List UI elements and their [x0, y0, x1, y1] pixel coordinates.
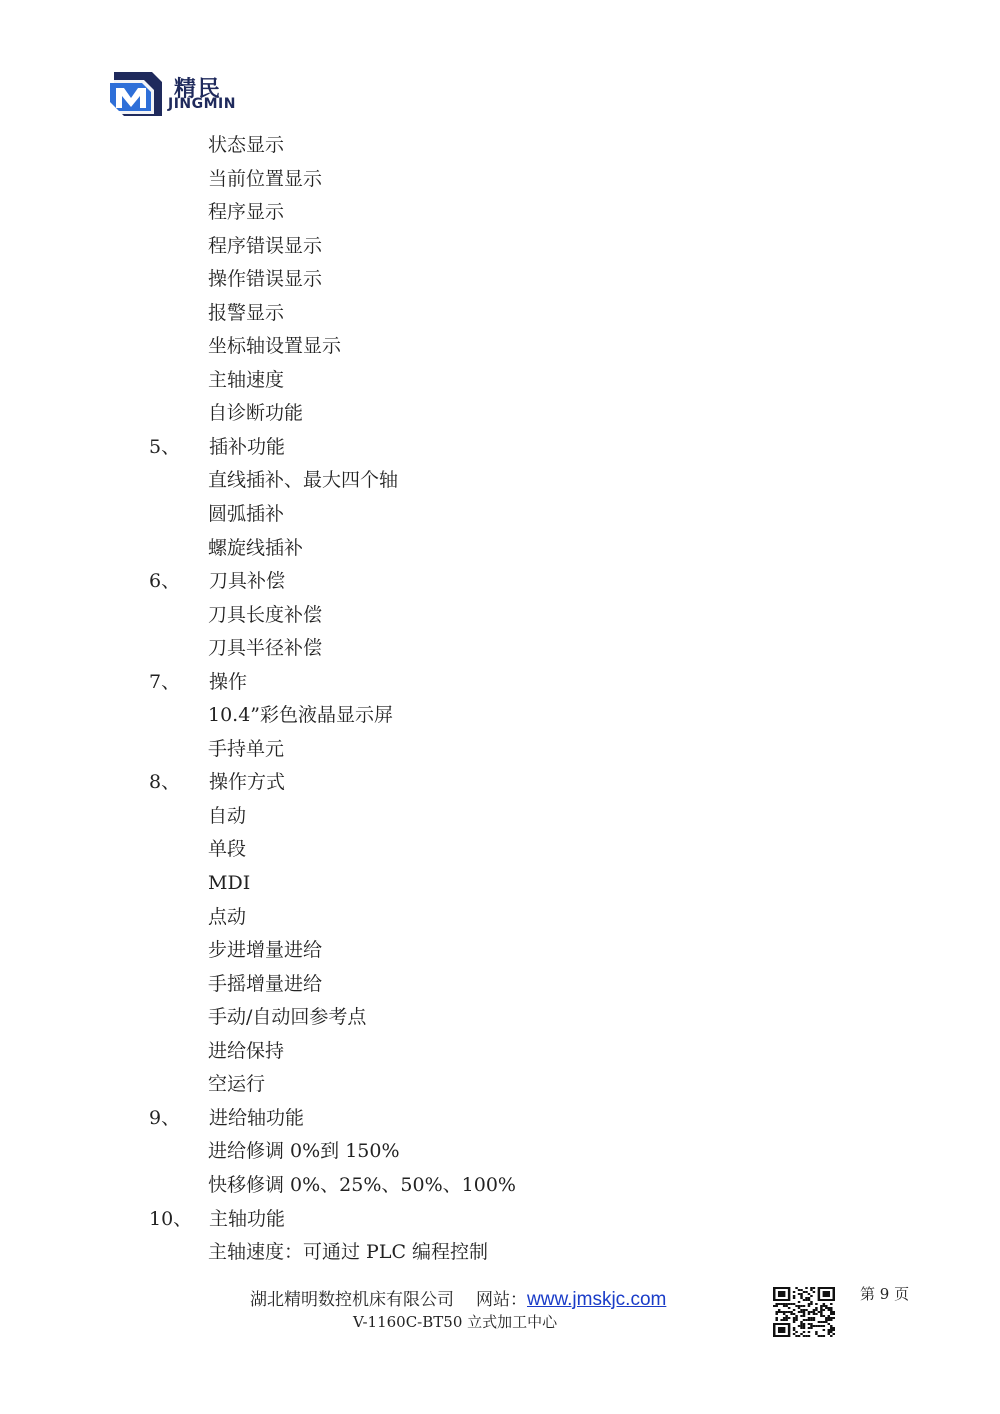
section-number: 9、	[149, 1106, 181, 1129]
list-item	[0, 196, 1000, 230]
qr-code-icon	[773, 1287, 835, 1337]
section-number: 6、	[149, 570, 181, 593]
page-number: 第 9 页	[860, 1285, 910, 1303]
list-item	[0, 968, 1000, 1002]
list-item	[0, 230, 1000, 264]
list-item-text: 圆弧插补	[208, 503, 285, 526]
list-item	[0, 297, 1000, 331]
section-title: 操作	[209, 670, 248, 693]
list-item	[0, 833, 1000, 867]
list-item	[0, 532, 1000, 566]
list-item-text: 进给修调 0%到 150%	[208, 1140, 400, 1163]
list-item-text: 10.4”彩色液晶显示屏	[208, 704, 394, 727]
list-item	[0, 901, 1000, 935]
machine-model: V-1160C-BT50 立式加工中心	[353, 1313, 558, 1331]
list-item	[0, 699, 1000, 733]
company-logo	[104, 70, 264, 120]
section-title: 操作方式	[209, 771, 286, 794]
section-number: 7、	[149, 670, 181, 693]
list-item	[0, 867, 1000, 901]
list-item-text: 刀具半径补偿	[208, 637, 323, 660]
list-item	[0, 934, 1000, 968]
list-item-text: 坐标轴设置显示	[208, 335, 342, 358]
list-item-text: 进给保持	[208, 1039, 285, 1062]
list-item-text: 程序显示	[208, 201, 285, 224]
list-item	[0, 1169, 1000, 1203]
list-item-text: 手持单元	[208, 737, 285, 760]
section-heading-row	[0, 766, 1000, 800]
list-item-text: 程序错误显示	[208, 234, 323, 257]
list-item-text: 自诊断功能	[208, 402, 304, 425]
list-item	[0, 1135, 1000, 1169]
list-item-text: 点动	[208, 905, 247, 928]
company-name: 湖北精明数控机床有限公司	[250, 1290, 454, 1310]
list-item-text: 空运行	[208, 1073, 266, 1096]
logo-chinese-text: 精民	[174, 77, 223, 102]
list-item	[0, 397, 1000, 431]
section-title: 插补功能	[209, 435, 286, 458]
list-item	[0, 599, 1000, 633]
section-heading-row	[0, 431, 1000, 465]
section-heading-row	[0, 1203, 1000, 1237]
jingmin-logo-icon	[104, 70, 162, 118]
list-item	[0, 498, 1000, 532]
logo-english-text: JINGMIN	[168, 96, 236, 112]
list-item-text: 操作错误显示	[208, 268, 323, 291]
list-item-text: 主轴速度	[208, 368, 285, 391]
section-heading-row	[0, 1102, 1000, 1136]
list-item	[0, 1035, 1000, 1069]
section-number: 10、	[149, 1207, 193, 1230]
list-item	[0, 1001, 1000, 1035]
list-item-text: MDI	[208, 872, 251, 895]
list-item	[0, 163, 1000, 197]
list-item	[0, 1068, 1000, 1102]
list-item-text: 自动	[208, 804, 247, 827]
list-item-text: 主轴速度：可通过 PLC 编程控制	[208, 1241, 489, 1264]
list-item-text: 手摇增量进给	[208, 972, 323, 995]
list-item-text: 快移修调 0%、25%、50%、100%	[208, 1173, 516, 1196]
list-item	[0, 330, 1000, 364]
list-item	[0, 800, 1000, 834]
section-heading-row	[0, 666, 1000, 700]
list-item-text: 螺旋线插补	[208, 536, 304, 559]
website-label: 网站：	[476, 1290, 527, 1310]
list-item-text: 状态显示	[208, 134, 285, 156]
list-item-text: 刀具长度补偿	[208, 603, 323, 626]
list-item	[0, 733, 1000, 767]
section-heading-row	[0, 565, 1000, 599]
section-number: 5、	[149, 435, 181, 458]
list-item-text: 当前位置显示	[208, 167, 323, 190]
footer-company-line	[250, 1285, 666, 1311]
section-title: 主轴功能	[209, 1207, 286, 1230]
list-item-text: 手动/自动回参考点	[208, 1006, 367, 1029]
list-item	[0, 1236, 1000, 1270]
list-item	[0, 632, 1000, 666]
section-title: 刀具补偿	[209, 570, 286, 593]
list-item-text: 步进增量进给	[208, 939, 323, 962]
list-item	[0, 263, 1000, 297]
spec-list	[0, 129, 1000, 1270]
website-link[interactable]: www.jmskjc.com	[527, 1289, 667, 1310]
section-number: 8、	[149, 771, 181, 794]
list-item-text: 单段	[208, 838, 247, 861]
list-item	[0, 364, 1000, 398]
list-item-text: 报警显示	[208, 301, 285, 324]
list-item	[0, 129, 1000, 163]
list-item	[0, 464, 1000, 498]
section-title: 进给轴功能	[209, 1106, 305, 1129]
list-item-text: 直线插补、最大四个轴	[208, 469, 399, 492]
